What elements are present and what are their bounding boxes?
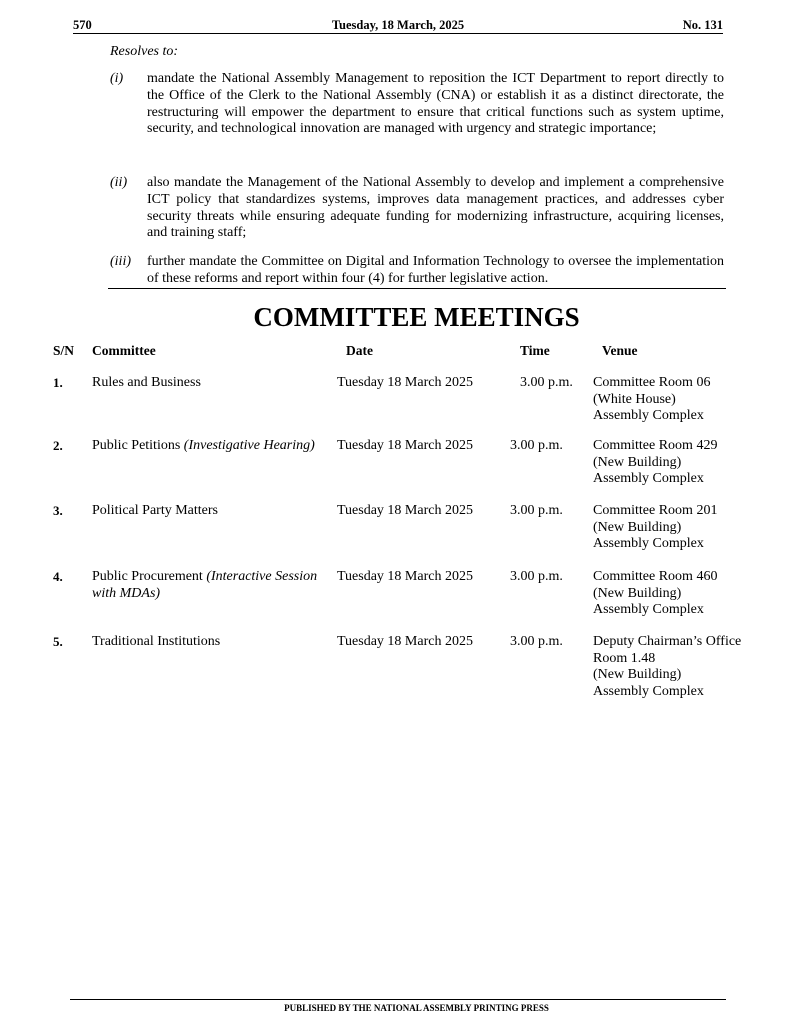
meeting-time: 3.00 p.m. (520, 375, 573, 390)
venue-line: Assembly Complex (593, 408, 704, 423)
venue-line: Committee Room 460 (593, 569, 718, 584)
meeting-venue (593, 438, 789, 488)
committee-title: Traditional Institutions (92, 634, 221, 649)
meeting-time: 3.00 p.m. (510, 634, 563, 649)
committee-name (92, 569, 332, 602)
venue-line: (White House) (593, 391, 676, 407)
row-serial: 4. (53, 569, 63, 584)
clause-number: (ii) (110, 175, 128, 190)
meeting-date: Tuesday 18 March 2025 (337, 569, 473, 584)
meeting-venue (593, 634, 789, 700)
venue-line: (New Building) (593, 585, 682, 601)
meetings-title: COMMITTEE MEETINGS (253, 302, 580, 332)
committee-note: (Interactive Session with MDAs) (92, 569, 318, 601)
venue-line: Assembly Complex (593, 602, 704, 617)
venue-line: (New Building) (593, 667, 682, 682)
venue-line: Committee Room 06 (593, 375, 711, 390)
footer-divider (70, 999, 726, 1000)
venue-line: (New Building) (593, 519, 682, 535)
resolution-clause (110, 71, 724, 138)
column-header-venue: Venue (602, 343, 638, 358)
row-serial: 3. (53, 503, 63, 518)
venue-line: Assembly Complex (593, 471, 704, 486)
resolution-clause (110, 175, 724, 242)
committee-name (92, 634, 332, 651)
meeting-time: 3.00 p.m. (510, 438, 563, 453)
venue-line: Assembly Complex (593, 536, 704, 551)
committee-note: (Investigative Hearing) (183, 438, 315, 453)
clause-text: further mandate the Committee on Digital and Information Technology to oversee the implementation of these reforms and report within four (4) for further legislative action. (147, 254, 724, 286)
committee-title: Public Petitions (92, 438, 181, 453)
venue-line: Deputy Chairman’s Office (593, 634, 742, 649)
meeting-date: Tuesday 18 March 2025 (337, 438, 473, 453)
page-header (73, 18, 723, 34)
page-number: 570 (73, 18, 92, 32)
venue-line: Committee Room 201 (593, 503, 718, 518)
meeting-time: 3.00 p.m. (510, 569, 563, 584)
venue-line: (New Building) (593, 454, 682, 470)
committee-title: Public Procurement (92, 569, 203, 584)
column-header-committee: Committee (92, 343, 156, 358)
section-divider (108, 288, 726, 289)
committee-name (92, 375, 332, 392)
committee-name (92, 438, 332, 455)
clause-number: (i) (110, 71, 124, 86)
issue-number: No. 131 (682, 18, 723, 32)
clause-text: mandate the National Assembly Management to reposition the ICT Department to report directly to the Office of the Clerk to the National Assembly (CNA) or establish it as a distinct directorate, the restructuring will empower the department to ensure that critical functions such as system uptime, security, and technological innovation are managed with urgency and strategic importance; (147, 71, 724, 137)
row-serial: 5. (53, 634, 63, 649)
resolves-intro: Resolves to: (110, 44, 179, 59)
venue-line: Room 1.48 (593, 650, 656, 666)
clause-text: also mandate the Management of the National Assembly to develop and implement a comprehensive ICT policy that standardizes systems, improves data management practices, and addresses cyber security threats while ensuring adequate funding for modernizing infrastructure, acquiring licenses, and training staff; (147, 175, 724, 241)
committee-title: Rules and Business (92, 375, 201, 390)
row-serial: 1. (53, 375, 63, 390)
row-serial: 2. (53, 438, 63, 453)
meeting-date: Tuesday 18 March 2025 (337, 634, 473, 649)
venue-line: Assembly Complex (593, 683, 704, 699)
meeting-date: Tuesday 18 March 2025 (337, 375, 473, 390)
meeting-venue (593, 569, 789, 619)
footer-publisher: PUBLISHED BY THE NATIONAL ASSEMBLY PRINTING PRESS (284, 1003, 549, 1013)
committee-name (92, 503, 332, 520)
meeting-time: 3.00 p.m. (510, 503, 563, 518)
venue-line: Committee Room 429 (593, 438, 718, 453)
column-header-date: Date (346, 343, 373, 358)
column-header-time: Time (520, 343, 550, 358)
resolution-clause (110, 254, 724, 288)
meeting-venue (593, 503, 789, 553)
clause-number: (iii) (110, 254, 131, 269)
committee-title: Political Party Matters (92, 503, 218, 518)
header-date: Tuesday, 18 March, 2025 (331, 18, 465, 32)
column-header-sn: S/N (53, 343, 75, 358)
meeting-venue (593, 375, 789, 425)
meeting-date: Tuesday 18 March 2025 (337, 503, 473, 518)
